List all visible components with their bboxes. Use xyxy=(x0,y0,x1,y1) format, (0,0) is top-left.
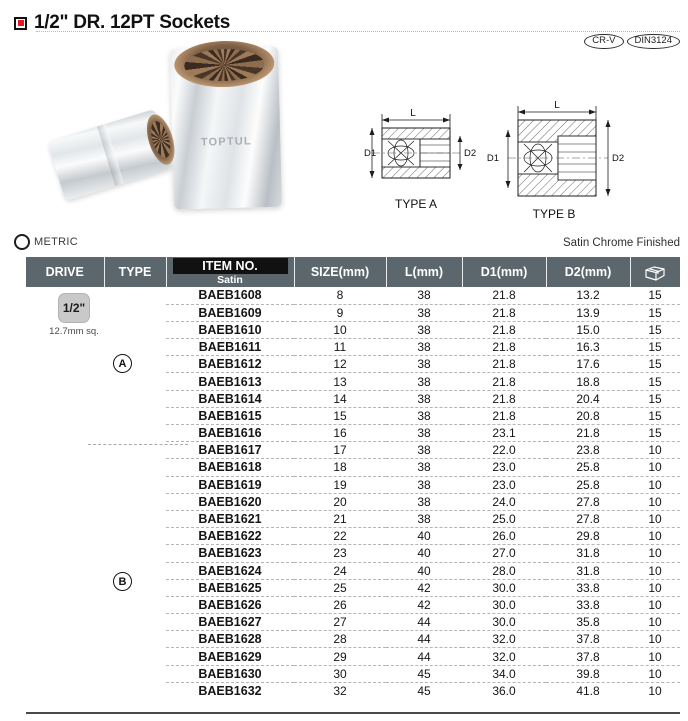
cell-d1: 23.1 xyxy=(462,425,546,442)
col-header-item-no-sub: Satin xyxy=(217,273,243,286)
type-diagrams-svg xyxy=(358,92,678,232)
socket-12pt-opening xyxy=(174,40,275,89)
cell-d1: 21.8 xyxy=(462,339,546,356)
cell-size: 9 xyxy=(294,304,386,321)
cell-l: 44 xyxy=(386,631,462,648)
cell-pack: 10 xyxy=(630,631,680,648)
cell-item: BAEB1620 xyxy=(166,493,294,510)
cell-pack: 15 xyxy=(630,339,680,356)
cell-size: 12 xyxy=(294,356,386,373)
technical-drawings xyxy=(358,92,678,232)
cell-item: BAEB1627 xyxy=(166,614,294,631)
cell-d2: 20.4 xyxy=(546,390,630,407)
cell-l: 38 xyxy=(386,442,462,459)
cell-pack: 10 xyxy=(630,579,680,596)
cell-drive xyxy=(26,287,104,700)
cell-size: 23 xyxy=(294,545,386,562)
cell-d2: 39.8 xyxy=(546,665,630,682)
cell-l: 38 xyxy=(386,356,462,373)
cell-d2: 31.8 xyxy=(546,562,630,579)
cell-item: BAEB1611 xyxy=(166,339,294,356)
socket-large-image xyxy=(170,47,282,210)
cell-l: 38 xyxy=(386,339,462,356)
page-title: 1/2" DR. 12PT Sockets xyxy=(34,12,230,33)
cell-pack: 10 xyxy=(630,648,680,665)
cell-pack: 10 xyxy=(630,665,680,682)
cell-d1: 25.0 xyxy=(462,510,546,527)
cell-l: 45 xyxy=(386,665,462,682)
col-header-item-no-label: ITEM NO. xyxy=(173,258,288,274)
cell-item: BAEB1618 xyxy=(166,459,294,476)
cell-d2: 23.8 xyxy=(546,442,630,459)
cell-d1: 23.0 xyxy=(462,476,546,493)
spec-table-wrapper xyxy=(26,257,680,700)
cell-d2: 13.2 xyxy=(546,287,630,304)
cell-d2: 31.8 xyxy=(546,545,630,562)
svg-text:TYPE A: TYPE A xyxy=(394,197,438,211)
cell-size: 8 xyxy=(294,287,386,304)
cell-l: 40 xyxy=(386,545,462,562)
socket-small-image xyxy=(47,109,172,201)
cell-d1: 27.0 xyxy=(462,545,546,562)
cell-d1: 21.8 xyxy=(462,321,546,338)
cell-d2: 25.8 xyxy=(546,476,630,493)
cell-size: 10 xyxy=(294,321,386,338)
title-underline xyxy=(36,31,680,32)
cell-item: BAEB1630 xyxy=(166,665,294,682)
cell-pack: 10 xyxy=(630,442,680,459)
certification-badges xyxy=(584,34,680,49)
table-bottom-rule xyxy=(26,712,680,714)
cell-item: BAEB1625 xyxy=(166,579,294,596)
cell-size: 30 xyxy=(294,665,386,682)
cell-pack: 15 xyxy=(630,356,680,373)
product-photo xyxy=(22,42,322,238)
cell-l: 38 xyxy=(386,321,462,338)
cell-size: 13 xyxy=(294,373,386,390)
cell-l: 42 xyxy=(386,596,462,613)
cell-size: 27 xyxy=(294,614,386,631)
cell-pack: 10 xyxy=(630,614,680,631)
cell-d1: 34.0 xyxy=(462,665,546,682)
svg-text:L: L xyxy=(554,100,560,111)
cell-d1: 21.8 xyxy=(462,390,546,407)
cell-pack: 15 xyxy=(630,390,680,407)
cell-l: 40 xyxy=(386,562,462,579)
cell-d1: 26.0 xyxy=(462,528,546,545)
col-header-item-no xyxy=(166,257,294,287)
cell-d2: 21.8 xyxy=(546,425,630,442)
cell-d1: 21.8 xyxy=(462,373,546,390)
type-marker-b: B xyxy=(113,572,132,591)
cell-size: 28 xyxy=(294,631,386,648)
cell-size: 14 xyxy=(294,390,386,407)
badge-din: DIN3124 xyxy=(627,34,681,49)
cell-size: 32 xyxy=(294,682,386,699)
cell-pack: 10 xyxy=(630,545,680,562)
cell-l: 38 xyxy=(386,493,462,510)
svg-text:TYPE B: TYPE B xyxy=(532,207,576,221)
cell-size: 17 xyxy=(294,442,386,459)
drive-size-caption: 12.7mm sq. xyxy=(49,326,99,337)
cell-size: 21 xyxy=(294,510,386,527)
cell-item: BAEB1615 xyxy=(166,407,294,424)
cell-item: BAEB1610 xyxy=(166,321,294,338)
svg-text:D2: D2 xyxy=(464,148,477,159)
cell-d1: 23.0 xyxy=(462,459,546,476)
spec-table xyxy=(26,257,680,700)
col-header-d2: D2(mm) xyxy=(546,257,630,287)
cell-d1: 30.0 xyxy=(462,596,546,613)
cell-item: BAEB1628 xyxy=(166,631,294,648)
brand-engraving: TOPTUL xyxy=(200,135,253,149)
cell-pack: 10 xyxy=(630,562,680,579)
col-header-size: SIZE(mm) xyxy=(294,257,386,287)
cell-d2: 15.0 xyxy=(546,321,630,338)
cell-d1: 22.0 xyxy=(462,442,546,459)
cell-d2: 25.8 xyxy=(546,459,630,476)
col-header-d1: D1(mm) xyxy=(462,257,546,287)
cell-item: BAEB1624 xyxy=(166,562,294,579)
cell-item: BAEB1608 xyxy=(166,287,294,304)
cell-d1: 30.0 xyxy=(462,579,546,596)
table-header-row xyxy=(26,257,680,287)
cell-item: BAEB1626 xyxy=(166,596,294,613)
cell-d2: 17.6 xyxy=(546,356,630,373)
cell-pack: 15 xyxy=(630,407,680,424)
cell-size: 18 xyxy=(294,459,386,476)
cell-pack: 10 xyxy=(630,459,680,476)
type-group-divider xyxy=(88,444,188,445)
cell-l: 45 xyxy=(386,682,462,699)
drive-size-icon: 1/2" xyxy=(58,293,90,323)
cell-d2: 13.9 xyxy=(546,304,630,321)
cell-pack: 10 xyxy=(630,682,680,699)
cell-d1: 21.8 xyxy=(462,407,546,424)
cell-l: 38 xyxy=(386,407,462,424)
cell-d1: 21.8 xyxy=(462,304,546,321)
cell-l: 38 xyxy=(386,304,462,321)
type-b-diagram xyxy=(487,100,624,221)
cell-size: 16 xyxy=(294,425,386,442)
cell-item: BAEB1629 xyxy=(166,648,294,665)
col-header-l: L(mm) xyxy=(386,257,462,287)
cell-size: 11 xyxy=(294,339,386,356)
table-row xyxy=(26,287,680,304)
cell-item: BAEB1609 xyxy=(166,304,294,321)
cell-pack: 10 xyxy=(630,493,680,510)
type-marker-a: A xyxy=(113,354,132,373)
cell-item: BAEB1614 xyxy=(166,390,294,407)
cell-l: 38 xyxy=(386,425,462,442)
cell-size: 20 xyxy=(294,493,386,510)
cell-d1: 36.0 xyxy=(462,682,546,699)
cell-d2: 33.8 xyxy=(546,579,630,596)
cell-d2: 37.8 xyxy=(546,648,630,665)
cell-d1: 24.0 xyxy=(462,493,546,510)
cell-size: 19 xyxy=(294,476,386,493)
cell-l: 38 xyxy=(386,373,462,390)
cell-l: 42 xyxy=(386,579,462,596)
cell-l: 44 xyxy=(386,614,462,631)
type-a-diagram xyxy=(364,108,476,211)
finish-label: Satin Chrome Finished xyxy=(563,237,680,249)
cell-d2: 16.3 xyxy=(546,339,630,356)
socket-groove xyxy=(97,124,124,186)
metric-indicator xyxy=(14,234,78,250)
cell-item: BAEB1621 xyxy=(166,510,294,527)
cell-size: 25 xyxy=(294,579,386,596)
cell-d2: 18.8 xyxy=(546,373,630,390)
cell-pack: 15 xyxy=(630,321,680,338)
cell-size: 24 xyxy=(294,562,386,579)
page-header xyxy=(0,10,688,36)
cell-item: BAEB1617 xyxy=(166,442,294,459)
cell-pack: 15 xyxy=(630,373,680,390)
cell-l: 38 xyxy=(386,476,462,493)
cell-item: BAEB1612 xyxy=(166,356,294,373)
svg-text:D1: D1 xyxy=(364,148,377,159)
cell-size: 15 xyxy=(294,407,386,424)
svg-text:D1: D1 xyxy=(486,153,499,164)
cell-pack: 10 xyxy=(630,476,680,493)
cell-size: 29 xyxy=(294,648,386,665)
col-header-package xyxy=(630,257,680,287)
cell-pack: 15 xyxy=(630,425,680,442)
red-square-icon xyxy=(14,17,27,30)
cell-item: BAEB1622 xyxy=(166,528,294,545)
cell-d2: 35.8 xyxy=(546,614,630,631)
cell-d1: 21.8 xyxy=(462,356,546,373)
cell-d2: 33.8 xyxy=(546,596,630,613)
cell-l: 44 xyxy=(386,648,462,665)
cell-d2: 37.8 xyxy=(546,631,630,648)
cell-d1: 32.0 xyxy=(462,631,546,648)
cell-d2: 41.8 xyxy=(546,682,630,699)
cell-d1: 30.0 xyxy=(462,614,546,631)
cell-pack: 10 xyxy=(630,510,680,527)
cell-l: 38 xyxy=(386,390,462,407)
svg-text:D2: D2 xyxy=(612,153,625,164)
cell-l: 38 xyxy=(386,510,462,527)
cell-pack: 15 xyxy=(630,287,680,304)
cell-pack: 10 xyxy=(630,528,680,545)
table-body xyxy=(26,287,680,700)
cell-size: 26 xyxy=(294,596,386,613)
drive-cell xyxy=(36,293,112,337)
ring-icon xyxy=(14,234,30,250)
cell-d2: 20.8 xyxy=(546,407,630,424)
cell-d1: 28.0 xyxy=(462,562,546,579)
cell-item: BAEB1632 xyxy=(166,682,294,699)
cell-item: BAEB1623 xyxy=(166,545,294,562)
cell-d2: 27.8 xyxy=(546,510,630,527)
cell-d2: 27.8 xyxy=(546,493,630,510)
cell-d2: 29.8 xyxy=(546,528,630,545)
cell-pack: 15 xyxy=(630,304,680,321)
package-box-icon xyxy=(643,262,667,282)
cell-l: 40 xyxy=(386,528,462,545)
col-header-drive: DRIVE xyxy=(26,257,104,287)
cell-d1: 32.0 xyxy=(462,648,546,665)
cell-item: BAEB1616 xyxy=(166,425,294,442)
cell-pack: 10 xyxy=(630,596,680,613)
metric-label: METRIC xyxy=(34,236,78,248)
cell-l: 38 xyxy=(386,287,462,304)
cell-type xyxy=(104,287,166,700)
cell-item: BAEB1613 xyxy=(166,373,294,390)
col-header-type: TYPE xyxy=(104,257,166,287)
cell-item: BAEB1619 xyxy=(166,476,294,493)
cell-size: 22 xyxy=(294,528,386,545)
svg-text:L: L xyxy=(410,108,416,119)
cell-d1: 21.8 xyxy=(462,287,546,304)
badge-crv: CR-V xyxy=(584,34,623,49)
cell-l: 38 xyxy=(386,459,462,476)
